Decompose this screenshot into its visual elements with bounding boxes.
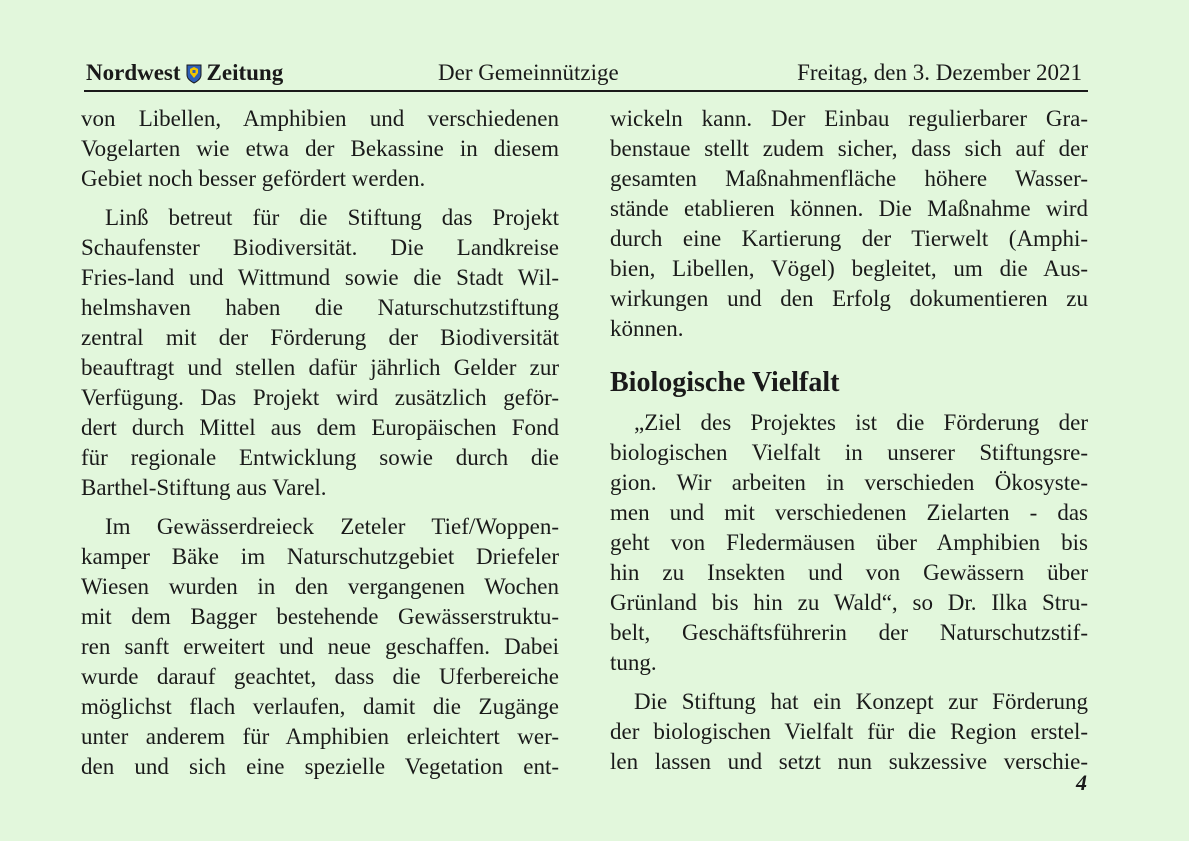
text-line: kamper Bäke im Naturschutzgebiet Driefeler bbox=[81, 544, 559, 569]
right-paragraph-3 bbox=[610, 687, 1088, 777]
newspaper-subtitle: Der Gemeinnützige bbox=[438, 60, 619, 85]
left-paragraph-2 bbox=[81, 203, 559, 503]
left-column bbox=[81, 104, 559, 782]
text-line: „Ziel des Projektes ist die Förderung der bbox=[634, 410, 1088, 435]
text-line: tung. bbox=[610, 650, 657, 675]
text-line: unter anderem für Amphibien erleichtert wer- bbox=[81, 724, 559, 749]
masthead-nordwest: Nordwest bbox=[86, 60, 181, 85]
text-line: stände etablieren können. Die Maßnahme wird bbox=[610, 196, 1088, 221]
text-line: können. bbox=[610, 316, 684, 341]
text-line: wurde darauf geachtet, dass die Uferbereiche bbox=[81, 664, 559, 689]
right-paragraph-1 bbox=[610, 104, 1088, 344]
text-line: Die Stiftung hat ein Konzept zur Förderung bbox=[634, 689, 1088, 714]
text-line: Barthel-Stiftung aus Varel. bbox=[81, 475, 327, 500]
text-line: wirkungen und den Erfolg dokumentieren zu bbox=[610, 286, 1088, 311]
text-line: gesamten Maßnahmenfläche höhere Wasser- bbox=[610, 166, 1088, 191]
text-line: wickeln kann. Der Einbau regulierbarer Gra- bbox=[610, 106, 1088, 131]
text-line: ren sanft erweitert und neue geschaffen. Dabei bbox=[81, 634, 559, 659]
right-paragraph-2 bbox=[610, 408, 1088, 678]
text-line: den und sich eine spezielle Vegetation ent- bbox=[81, 754, 559, 779]
text-line: Linß betreut für die Stiftung das Projekt bbox=[105, 205, 559, 230]
text-line: für regionale Entwicklung sowie durch die bbox=[81, 445, 559, 470]
text-line: Wiesen wurden in den vergangenen Wochen bbox=[81, 574, 559, 599]
right-column bbox=[610, 104, 1088, 777]
page-number: 4 bbox=[1076, 770, 1087, 795]
text-line: Gebiet noch besser gefördert werden. bbox=[81, 166, 426, 191]
text-line: zentral mit der Förderung der Biodiversität bbox=[81, 325, 559, 350]
text-line: Im Gewässerdreieck Zeteler Tief/Woppen- bbox=[105, 514, 559, 539]
left-paragraph-3 bbox=[81, 512, 559, 782]
text-line: bien, Libellen, Vögel) begleitet, um die Aus- bbox=[610, 256, 1088, 281]
masthead bbox=[86, 60, 283, 86]
text-line: dert durch Mittel aus dem Europäischen Fond bbox=[81, 415, 559, 440]
text-line: biologischen Vielfalt in unserer Stiftungsre- bbox=[610, 440, 1088, 465]
section-heading: Biologische Vielfalt bbox=[610, 367, 840, 398]
text-line: Grünland bis hin zu Wald“, so Dr. Ilka Stru- bbox=[610, 590, 1088, 615]
masthead-zeitung: Zeitung bbox=[206, 60, 284, 85]
text-line: helmshaven haben die Naturschutzstiftung bbox=[81, 295, 559, 320]
text-line: von Libellen, Amphibien und verschiedenen bbox=[81, 106, 559, 131]
text-line: Vogelarten wie etwa der Bekassine in diesem bbox=[81, 136, 559, 161]
text-line: men und mit verschiedenen Zielarten - das bbox=[610, 500, 1088, 525]
page-header bbox=[84, 56, 1088, 92]
coat-of-arms-icon bbox=[186, 64, 202, 84]
text-line: durch eine Kartierung der Tierwelt (Amphi- bbox=[610, 226, 1088, 251]
text-line: len lassen und setzt nun sukzessive verschie- bbox=[610, 749, 1088, 774]
text-line: benstaue stellt zudem sicher, dass sich auf der bbox=[610, 136, 1088, 161]
text-line: hin zu Insekten und von Gewässern über bbox=[610, 560, 1088, 585]
text-line: belt, Geschäftsführerin der Naturschutzstif- bbox=[610, 620, 1088, 645]
text-line: der biologischen Vielfalt für die Region erstel- bbox=[610, 719, 1088, 744]
text-line: Schaufenster Biodiversität. Die Landkreise bbox=[81, 235, 559, 260]
text-line: mit dem Bagger bestehende Gewässerstruktu- bbox=[81, 604, 559, 629]
text-line: geht von Fledermäusen über Amphibien bis bbox=[610, 530, 1088, 555]
text-line: Verfügung. Das Projekt wird zusätzlich geför- bbox=[81, 385, 559, 410]
text-line: Fries-land und Wittmund sowie die Stadt Wil- bbox=[81, 265, 559, 290]
text-line: möglichst flach verlaufen, damit die Zugänge bbox=[81, 694, 559, 719]
text-line: gion. Wir arbeiten in verschieden Ökosyste- bbox=[610, 470, 1088, 495]
left-paragraph-1 bbox=[81, 104, 559, 194]
issue-date: Freitag, den 3. Dezember 2021 bbox=[797, 60, 1082, 85]
text-line: beauftragt und stellen dafür jährlich Gelder zur bbox=[81, 355, 559, 380]
